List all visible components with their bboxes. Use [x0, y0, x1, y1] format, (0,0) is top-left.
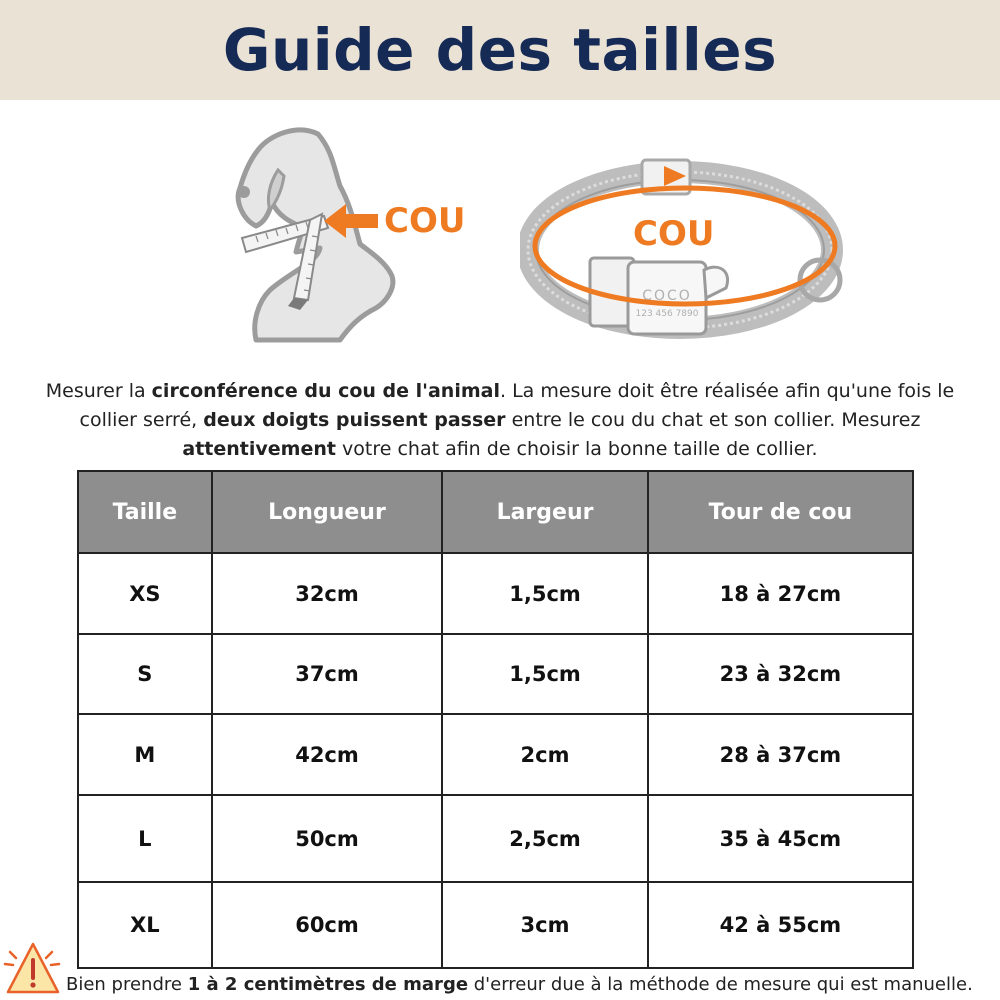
header-tour-de-cou: Tour de cou — [648, 471, 913, 553]
header-taille: Taille — [78, 471, 212, 553]
cell-largeur: 2,5cm — [442, 795, 648, 882]
cell-longueur: 50cm — [212, 795, 443, 882]
warning-icon — [2, 936, 64, 998]
table-header-row — [78, 471, 913, 553]
cell-taille: XS — [78, 553, 212, 634]
footnote-text-1: Bien prendre — [66, 974, 188, 995]
cell-tour-de-cou: 23 à 32cm — [648, 634, 913, 714]
cell-taille: XL — [78, 882, 212, 968]
cell-longueur: 42cm — [212, 714, 443, 795]
table-row — [78, 714, 913, 795]
collar-neck-label: COU — [633, 214, 715, 254]
engraving-name: COCO — [642, 288, 692, 304]
table-row — [78, 634, 913, 714]
size-table — [77, 470, 914, 969]
measurement-instructions — [30, 377, 970, 464]
cell-longueur: 60cm — [212, 882, 443, 968]
dog-nose — [238, 186, 250, 198]
cell-taille: L — [78, 795, 212, 882]
header-largeur: Largeur — [442, 471, 648, 553]
table-row — [78, 882, 913, 968]
cell-tour-de-cou: 28 à 37cm — [648, 714, 913, 795]
page-title: Guide des tailles — [222, 16, 778, 84]
cell-tour-de-cou: 18 à 27cm — [648, 553, 913, 634]
header-banner — [0, 0, 1000, 100]
cell-tour-de-cou: 42 à 55cm — [648, 882, 913, 968]
intro-text-1: Mesurer la — [45, 380, 152, 402]
cell-taille: S — [78, 634, 212, 714]
table-row — [78, 553, 913, 634]
cell-taille: M — [78, 714, 212, 795]
dog-neck-label: COU — [384, 201, 466, 241]
intro-bold-1: circonférence du cou de l'animal — [151, 380, 500, 402]
cell-largeur: 2cm — [442, 714, 648, 795]
cell-largeur: 1,5cm — [442, 634, 648, 714]
margin-footnote — [66, 974, 996, 995]
cell-longueur: 32cm — [212, 553, 443, 634]
footnote-bold: 1 à 2 centimètres de marge — [187, 974, 469, 995]
footnote-text-2: d'erreur due à la méthode de mesure qui est manuelle. — [468, 974, 973, 995]
cell-longueur: 37cm — [212, 634, 443, 714]
table-row — [78, 795, 913, 882]
intro-bold-2: deux doigts puissent passer — [203, 409, 506, 431]
cell-largeur: 1,5cm — [442, 553, 648, 634]
intro-bold-3: attentivement — [182, 438, 336, 460]
engraving-phone: 123 456 7890 — [635, 309, 699, 319]
header-longueur: Longueur — [212, 471, 443, 553]
intro-text-4: votre chat afin de choisir la bonne taille de collier. — [335, 438, 818, 460]
cell-largeur: 3cm — [442, 882, 648, 968]
intro-text-2: . La mesure doit être réalisée afin qu'une fois le collier serré, — [79, 380, 955, 431]
cell-tour-de-cou: 35 à 45cm — [648, 795, 913, 882]
intro-text-3: entre le cou du chat et son collier. Mesurez — [505, 409, 921, 431]
